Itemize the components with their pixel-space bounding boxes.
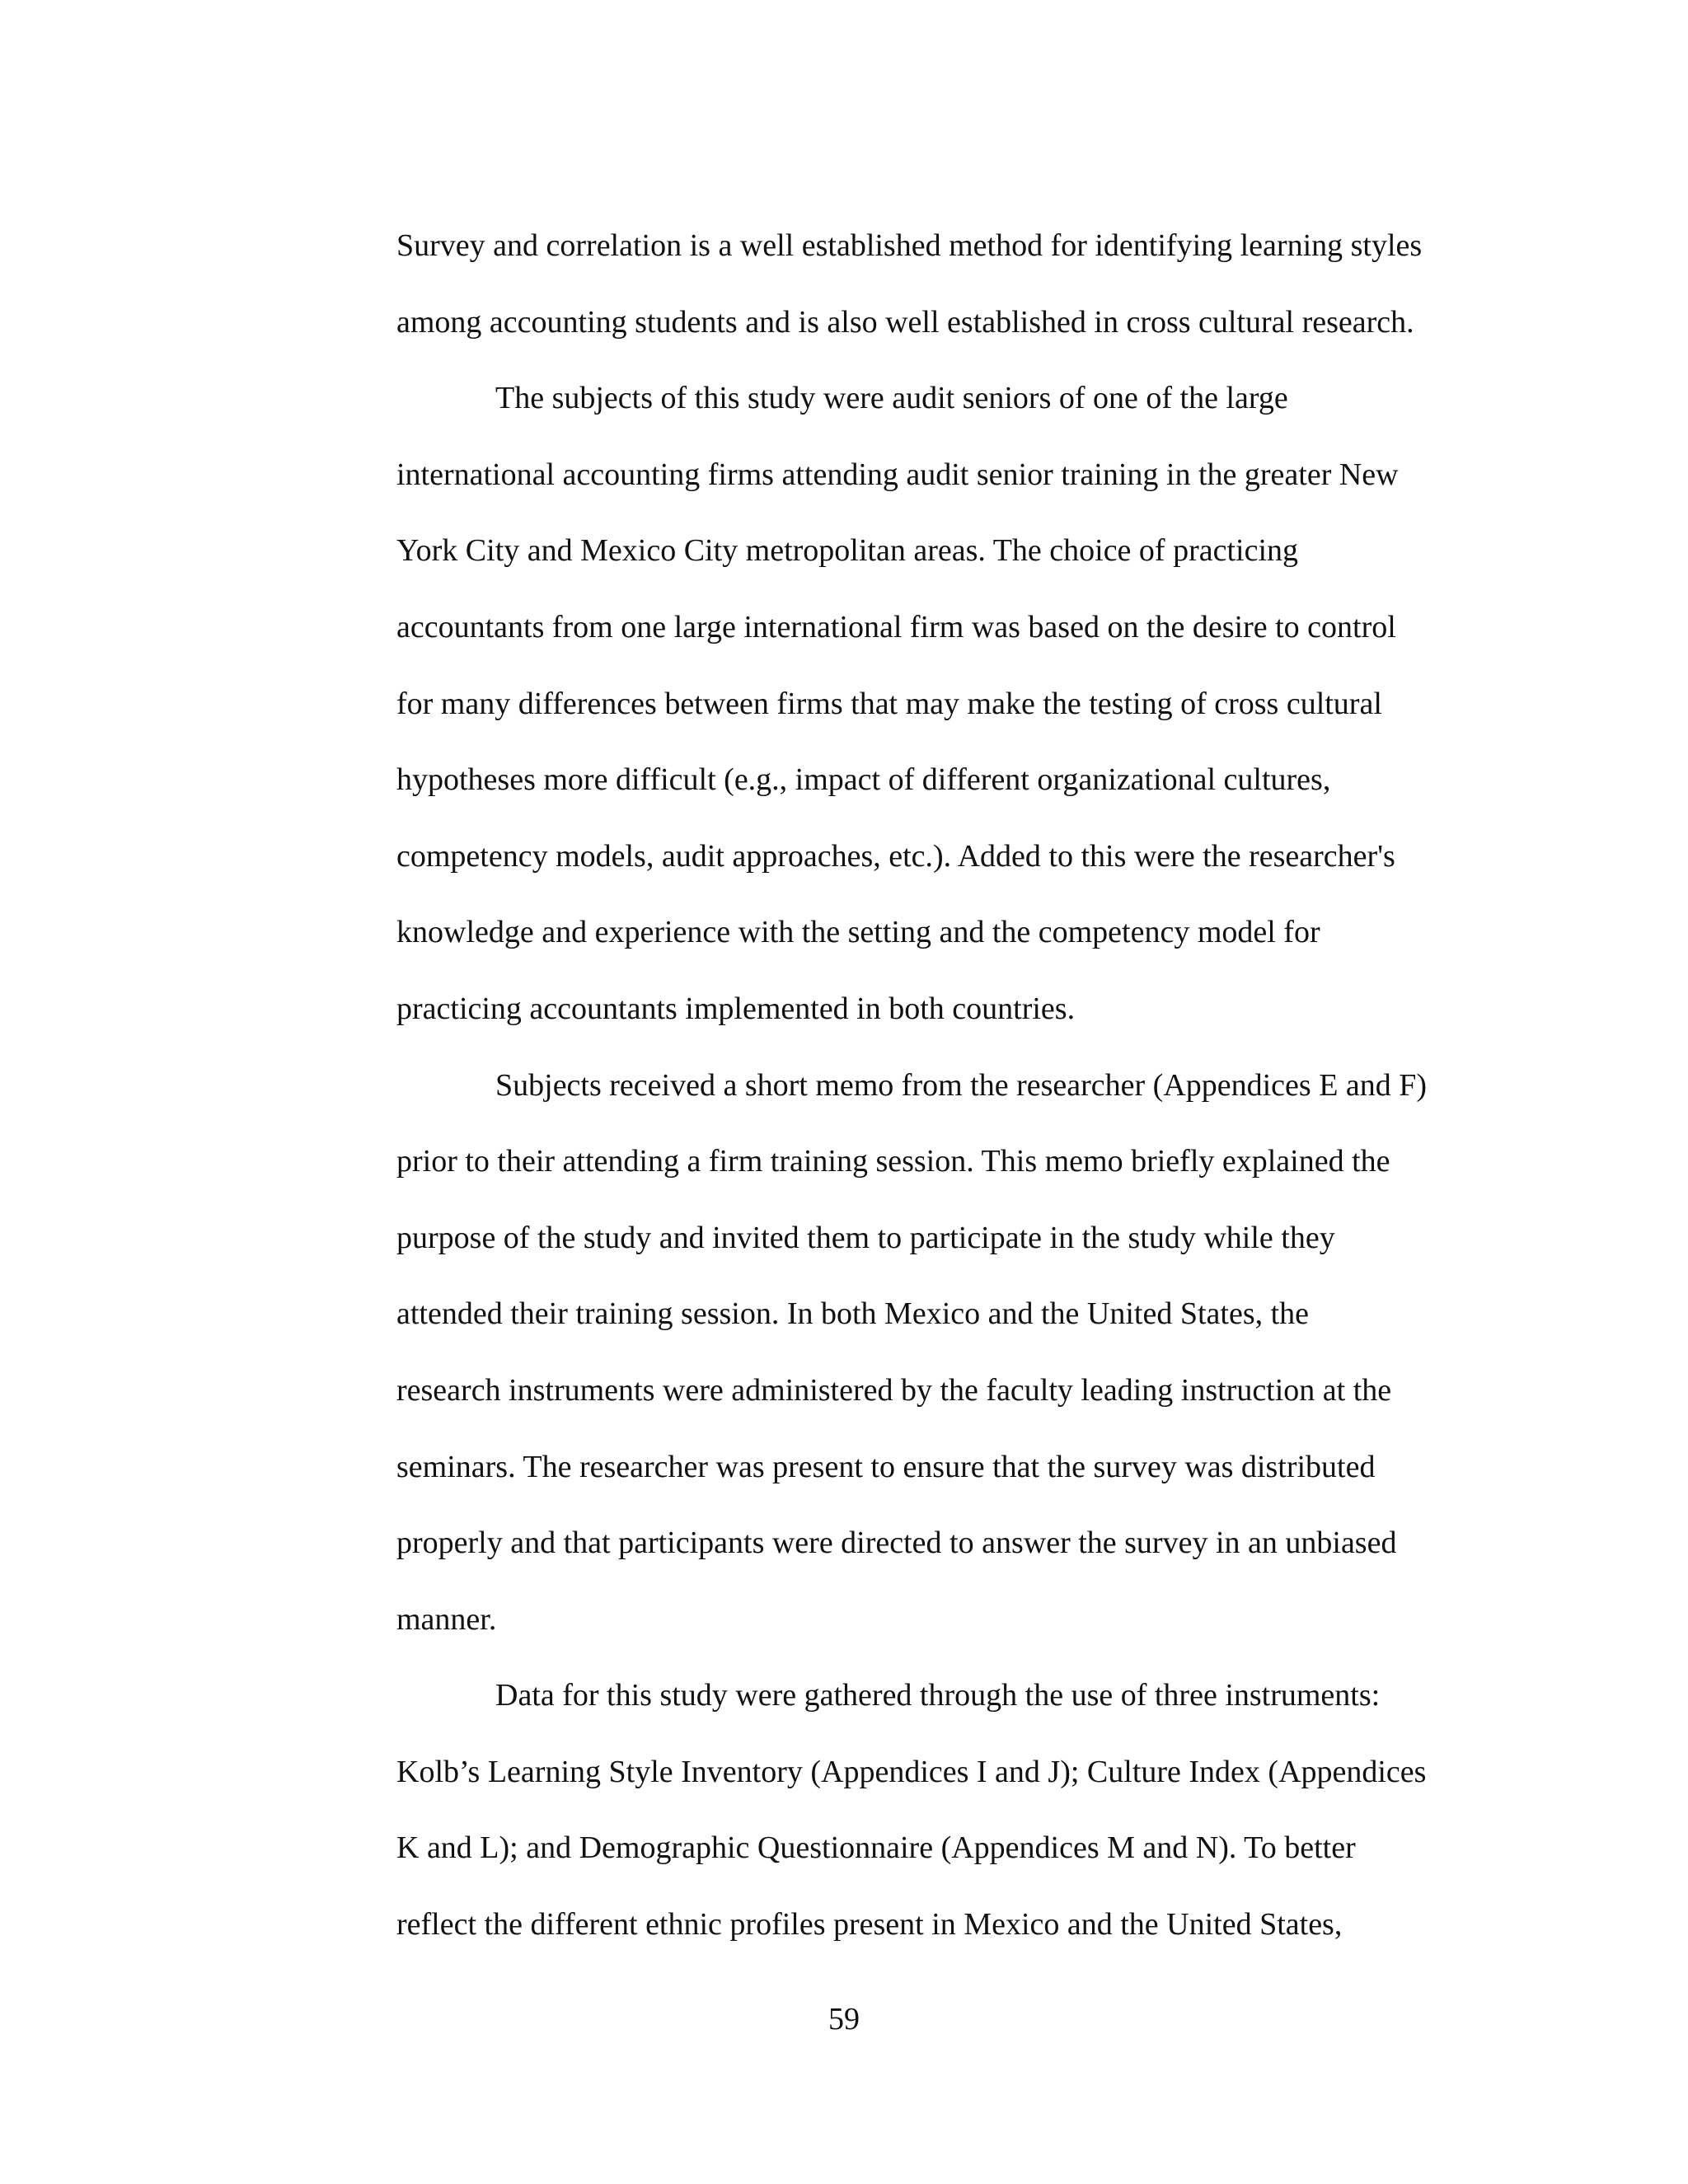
text-line: competency models, audit approaches, etc.). Added to this were the researcher's <box>396 838 1395 874</box>
page-number: 59 <box>828 2002 860 2036</box>
text-line: accountants from one large international firm was based on the desire to control <box>396 609 1396 644</box>
text-line: research instruments were administered by the faculty leading instruction at the <box>396 1372 1392 1408</box>
text-line: reflect the different ethnic profiles present in Mexico and the United States, <box>396 1907 1343 1943</box>
text-line: Survey and correlation is a well established method for identifying learning styles <box>396 228 1423 263</box>
text-line: K and L); and Demographic Questionnaire (Appendices M and N). To better <box>396 1830 1356 1866</box>
body-text <box>396 208 1484 1963</box>
text-line: practicing accountants implemented in both countries. <box>396 991 1076 1026</box>
text-line: hypotheses more difficult (e.g., impact of different organizational cultures, <box>396 762 1331 798</box>
paragraph-start-line: The subjects of this study were audit seniors of one of the large <box>495 381 1288 416</box>
text-line: prior to their attending a firm training session. This memo briefly explained the <box>396 1144 1390 1179</box>
text-line: purpose of the study and invited them to participate in the study while they <box>396 1220 1335 1255</box>
text-line: Kolb’s Learning Style Inventory (Appendices I and J); Culture Index (Appendices <box>396 1754 1427 1789</box>
text-line: among accounting students and is also well established in cross cultural research. <box>396 304 1414 340</box>
text-line: properly and that participants were directed to answer the survey in an unbiased <box>396 1526 1397 1561</box>
text-line: York City and Mexico City metropolitan areas. The choice of practicing <box>396 533 1299 569</box>
text-line: seminars. The researcher was present to ensure that the survey was distributed <box>396 1449 1376 1484</box>
text-line: international accounting firms attending audit senior training in the greater New <box>396 457 1399 492</box>
paragraph-start-line: Data for this study were gathered through the use of three instruments: <box>495 1678 1381 1713</box>
text-line: for many differences between firms that may make the testing of cross cultural <box>396 686 1382 721</box>
text-line: attended their training session. In both Mexico and the United States, the <box>396 1296 1310 1332</box>
text-line: knowledge and experience with the setting and the competency model for <box>396 915 1320 950</box>
text-line: manner. <box>396 1601 497 1637</box>
paragraph-start-line: Subjects received a short memo from the researcher (Appendices E and F) <box>495 1067 1428 1103</box>
